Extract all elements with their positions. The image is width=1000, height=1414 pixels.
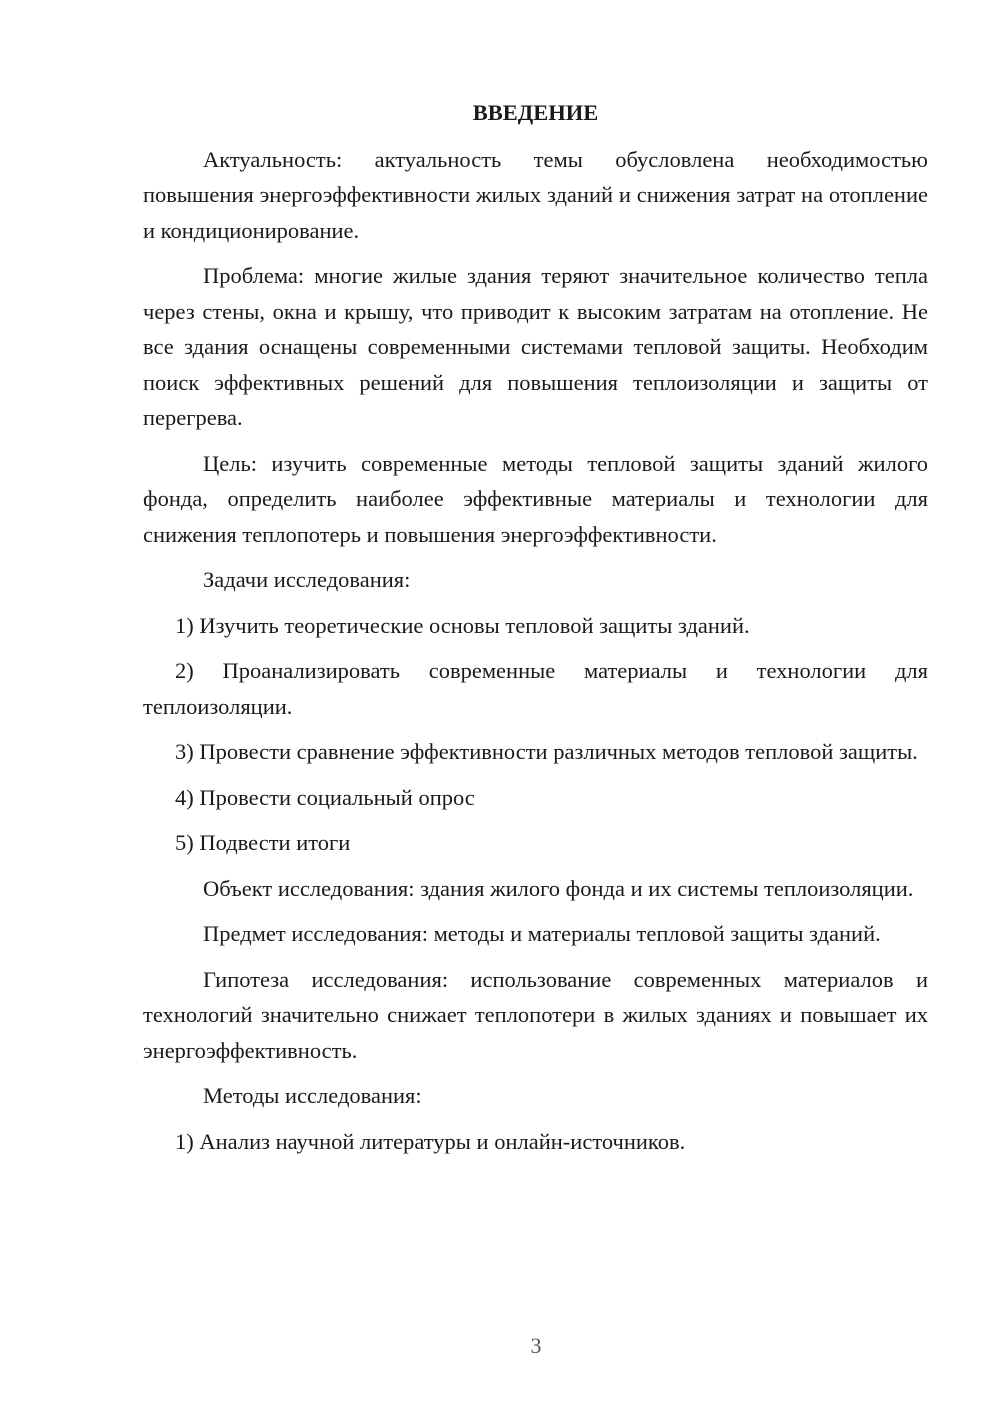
object-paragraph: Объект исследования: здания жилого фонда и их системы теплоизоляции.	[203, 875, 914, 901]
methods-heading: Методы исследования:	[203, 1083, 422, 1108]
tasks-heading: Задачи исследования:	[203, 567, 411, 592]
problem-paragraph: Проблема: многие жилые здания теряют значительное количество тепла через стены, окна и крышу, что приводит к высоким затратам на отопление. Не все здания оснащены современными системами тепловой защиты. Необходим поиск эффективных решений для повышения теплоизоляции и защиты от перегрева.	[143, 263, 928, 430]
task-item-3: 3) Провести сравнение эффективности различных методов тепловой защиты.	[175, 739, 918, 764]
page-number: 3	[530, 1333, 542, 1358]
task-item-2: 2) Проанализировать современные материалы и технологии для теплоизоляции.	[143, 658, 928, 719]
document-body	[143, 95, 928, 1169]
goal-paragraph: Цель: изучить современные методы тепловой защиты зданий жилого фонда, определить наиболее эффективные материалы и технологии для снижения теплопотерь и повышения энергоэффективности.	[143, 450, 928, 547]
task-item-5: 5) Подвести итоги	[175, 830, 351, 855]
method-item-1: 1) Анализ научной литературы и онлайн-источников.	[175, 1128, 686, 1154]
task-item-1: 1) Изучить теоретические основы тепловой защиты зданий.	[175, 612, 750, 638]
relevance-paragraph: Актуальность: актуальность темы обусловлена необходимостью повышения энергоэффективности жилых зданий и снижения затрат на отопление и кондиционирование.	[143, 146, 928, 243]
subject-paragraph: Предмет исследования: методы и материалы тепловой защиты зданий.	[203, 921, 881, 946]
hypothesis-paragraph: Гипотеза исследования: использование современных материалов и технологий значительно снижает теплопотери в жилых зданиях и повышает их энергоэффективность.	[143, 966, 928, 1063]
section-title: ВВЕДЕНИЕ	[472, 100, 599, 125]
task-item-4: 4) Провести социальный опрос	[175, 784, 475, 810]
